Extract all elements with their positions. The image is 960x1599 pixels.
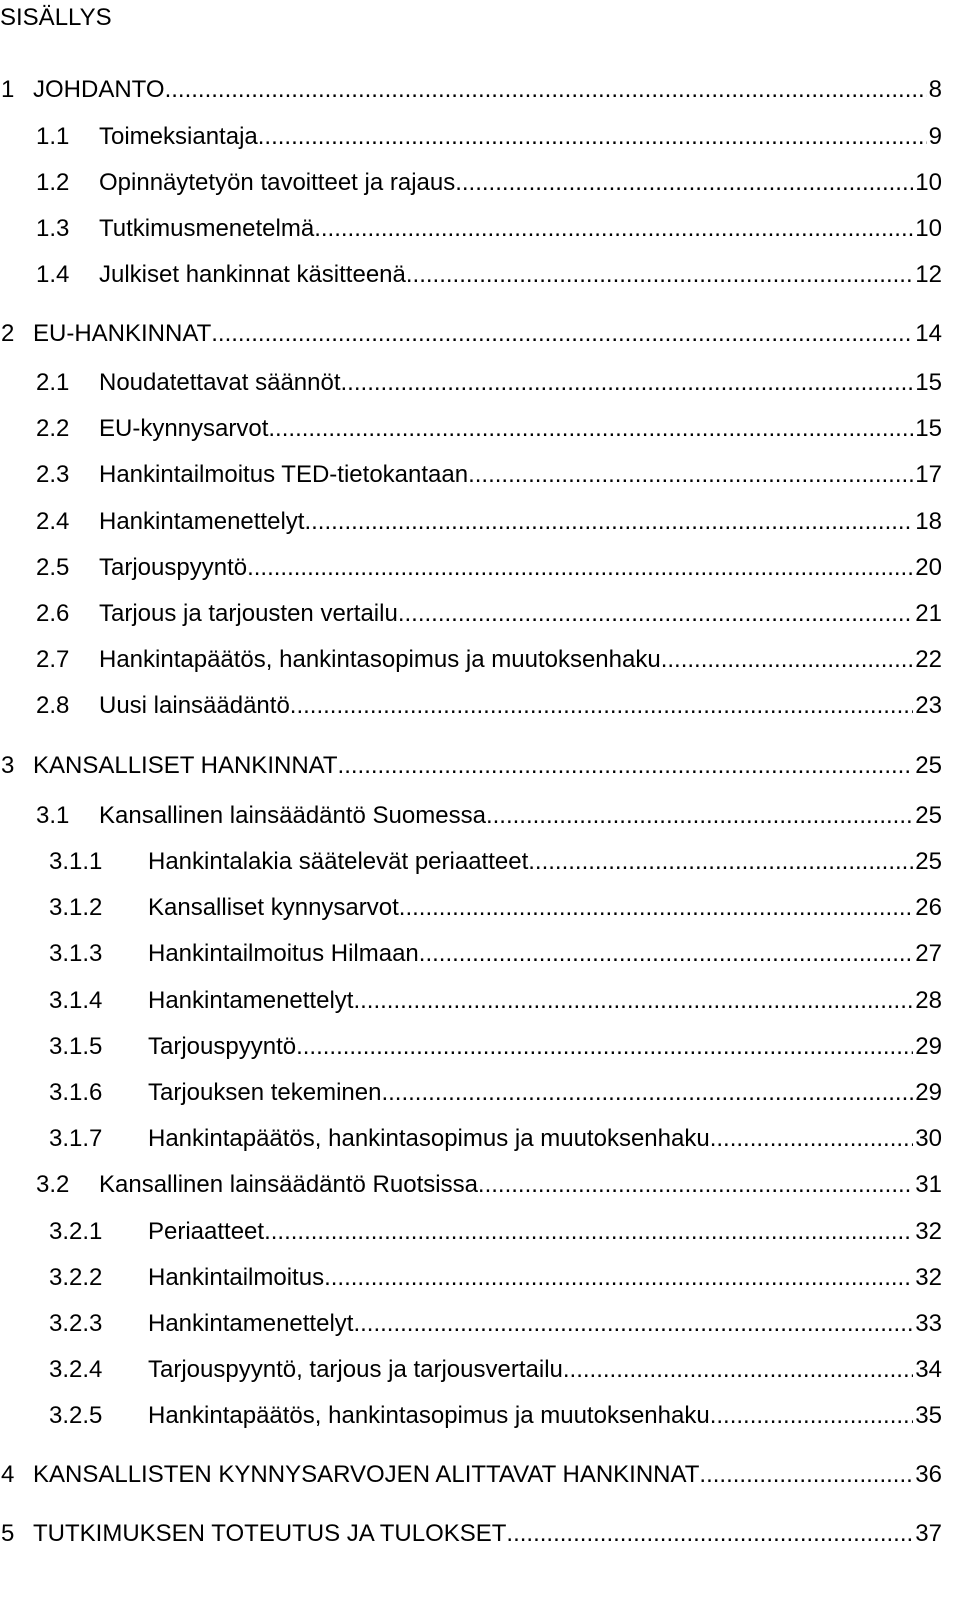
toc-entry-number: 3.2.5: [49, 1402, 103, 1429]
toc-entry-number: 2.8: [36, 692, 70, 719]
toc-entry-3-1-3[interactable]: [49, 938, 942, 970]
toc-dot-leader: [455, 167, 913, 199]
toc-entry-page-number: 30: [915, 1125, 942, 1152]
toc-entry-title: EU-HANKINNAT: [33, 320, 212, 347]
toc-dot-leader: [290, 690, 914, 722]
toc-entry-1[interactable]: [0, 74, 942, 106]
toc-entry-page-number: 12: [915, 261, 942, 288]
toc-dot-leader: [264, 1216, 913, 1248]
toc-entry-title: Tarjouspyyntö: [148, 1033, 297, 1060]
toc-entry-number: 2.7: [36, 646, 70, 673]
toc-entry-page-number: 22: [915, 646, 942, 673]
toc-entry-3-1-5[interactable]: [49, 1031, 942, 1063]
toc-dot-leader: [478, 1169, 913, 1201]
toc-entry-number: 1.3: [36, 215, 70, 242]
toc-entry-page-number: 25: [915, 802, 942, 829]
toc-entry-page-number: 20: [915, 554, 942, 581]
toc-entry-page-number: 33: [915, 1310, 942, 1337]
toc-entry-page-number: 27: [915, 940, 942, 967]
toc-entry-3-2-5[interactable]: [49, 1400, 942, 1432]
toc-entry-title: Hankintailmoitus Hilmaan: [148, 940, 419, 967]
toc-entry-title: Hankintalakia säätelevät periaatteet: [148, 848, 529, 875]
toc-entry-number: 3.1.6: [49, 1079, 103, 1106]
toc-entry-1-4[interactable]: [36, 259, 942, 291]
toc-dot-leader: [353, 985, 913, 1017]
toc-entry-title: Hankintailmoitus TED-tietokantaan: [99, 461, 469, 488]
toc-entry-title: EU-kynnysarvot: [99, 415, 269, 442]
toc-dot-leader: [468, 459, 913, 491]
toc-entry-page-number: 28: [915, 987, 942, 1014]
toc-entry-number: 1: [1, 76, 15, 103]
toc-dot-leader: [399, 892, 914, 924]
toc-entry-1-2[interactable]: [36, 167, 942, 199]
toc-entry-number: 2.2: [36, 415, 70, 442]
toc-entry-number: 2.5: [36, 554, 70, 581]
toc-entry-page-number: 15: [915, 369, 942, 396]
toc-entry-number: 3.1.5: [49, 1033, 103, 1060]
toc-entry-page-number: 34: [915, 1356, 942, 1383]
toc-entry-number: 3.2: [36, 1171, 70, 1198]
toc-dot-leader: [296, 1031, 913, 1063]
toc-entry-page-number: 25: [915, 752, 942, 779]
toc-dot-leader: [406, 259, 913, 291]
toc-entry-page-number: 14: [915, 320, 942, 347]
toc-entry-3-2[interactable]: [36, 1169, 942, 1201]
toc-entry-title: TUTKIMUKSEN TOTEUTUS JA TULOKSET: [33, 1520, 507, 1547]
toc-dot-leader: [341, 367, 914, 399]
toc-entry-page-number: 35: [915, 1402, 942, 1429]
toc-entry-2-7[interactable]: [36, 644, 942, 676]
toc-entry-page-number: 29: [915, 1079, 942, 1106]
toc-dot-leader: [165, 74, 927, 106]
toc-entry-title: Hankintapäätös, hankintasopimus ja muutoksenhaku: [148, 1402, 710, 1429]
toc-entry-3-1-7[interactable]: [49, 1123, 942, 1155]
toc-entry-number: 3.1.3: [49, 940, 103, 967]
toc-entry-number: 1.2: [36, 169, 70, 196]
toc-entry-number: 2: [1, 320, 15, 347]
toc-entry-number: 3.1.7: [49, 1125, 103, 1152]
toc-entry-2-3[interactable]: [36, 459, 942, 491]
toc-entry-2-6[interactable]: [36, 598, 942, 630]
toc-entry-2-5[interactable]: [36, 552, 942, 584]
toc-entry-title: Hankintapäätös, hankintasopimus ja muutoksenhaku: [148, 1125, 710, 1152]
toc-entry-page-number: 26: [915, 894, 942, 921]
toc-dot-leader: [381, 1077, 913, 1109]
toc-entry-number: 2.3: [36, 461, 70, 488]
toc-entry-title: Hankintapäätös, hankintasopimus ja muutoksenhaku: [99, 646, 661, 673]
toc-dot-leader: [506, 1518, 913, 1550]
toc-entry-page-number: 18: [915, 508, 942, 535]
toc-entry-number: 4: [1, 1461, 15, 1488]
toc-entry-number: 1.4: [36, 261, 70, 288]
toc-entry-number: 3.2.4: [49, 1356, 103, 1383]
toc-dot-leader: [710, 1123, 914, 1155]
toc-entry-title: Julkiset hankinnat käsitteenä: [99, 261, 406, 288]
toc-entry-3-2-4[interactable]: [49, 1354, 942, 1386]
toc-dot-leader: [268, 413, 913, 445]
toc-entry-title: Hankintamenettelyt: [99, 508, 305, 535]
toc-entry-number: 2.1: [36, 369, 70, 396]
toc-entry-title: Noudatettavat säännöt: [99, 369, 341, 396]
toc-dot-leader: [486, 800, 913, 832]
toc-dot-leader: [563, 1354, 913, 1386]
toc-entry-title: Kansalliset kynnysarvot: [148, 894, 399, 921]
toc-dot-leader: [247, 552, 913, 584]
toc-entry-page-number: 15: [915, 415, 942, 442]
toc-entry-page-number: 10: [915, 169, 942, 196]
toc-entry-number: 3.1.4: [49, 987, 103, 1014]
toc-entry-3-2-1[interactable]: [49, 1216, 942, 1248]
toc-entry-number: 3.1.1: [49, 848, 103, 875]
toc-entry-1-1[interactable]: [36, 121, 942, 153]
toc-entry-title: Kansallinen lainsäädäntö Ruotsissa: [99, 1171, 478, 1198]
toc-entry-title: Toimeksiantaja: [99, 123, 258, 150]
toc-entry-number: 2.4: [36, 508, 70, 535]
toc-entry-1-3[interactable]: [36, 213, 942, 245]
toc-entry-title: Opinnäytetyön tavoitteet ja rajaus: [99, 169, 456, 196]
toc-entry-page-number: 37: [915, 1520, 942, 1547]
toc-entry-number: 3.2.2: [49, 1264, 103, 1291]
toc-entry-3-1-6[interactable]: [49, 1077, 942, 1109]
toc-dot-leader: [314, 213, 913, 245]
toc-entry-page-number: 8: [928, 76, 942, 103]
toc-entry-3-2-3[interactable]: [49, 1308, 942, 1340]
toc-entry-page-number: 23: [915, 692, 942, 719]
toc-entry-number: 3.2.3: [49, 1310, 103, 1337]
toc-entry-page-number: 31: [915, 1171, 942, 1198]
toc-entry-2-1[interactable]: [36, 367, 942, 399]
toc-entry-3-1-1[interactable]: [49, 846, 942, 878]
toc-entry-number: 5: [1, 1520, 15, 1547]
toc-entry-number: 3: [1, 752, 15, 779]
toc-entry-5[interactable]: [0, 1518, 942, 1550]
toc-entry-number: 3.1: [36, 802, 70, 829]
toc-entry-2[interactable]: [0, 318, 942, 350]
toc-entry-2-2[interactable]: [36, 413, 942, 445]
toc-entry-number: 2.6: [36, 600, 70, 627]
toc-entry-page-number: 32: [915, 1218, 942, 1245]
toc-entry-2-8[interactable]: [36, 690, 942, 722]
toc-entry-title: KANSALLISTEN KYNNYSARVOJEN ALITTAVAT HANKINNAT: [33, 1461, 700, 1488]
toc-dot-leader: [699, 1459, 913, 1491]
toc-entry-3-1-2[interactable]: [49, 892, 942, 924]
toc-entry-number: 3.1.2: [49, 894, 103, 921]
toc-entry-page-number: 21: [915, 600, 942, 627]
toc-dot-leader: [258, 121, 927, 153]
toc-entry-page-number: 25: [915, 848, 942, 875]
toc-entry-page-number: 36: [915, 1461, 942, 1488]
toc-entry-title: Tarjouspyyntö, tarjous ja tarjousvertailu: [148, 1356, 563, 1383]
toc-entry-4[interactable]: [0, 1459, 942, 1491]
toc-entry-3-2-2[interactable]: [49, 1262, 942, 1294]
toc-entry-page-number: 17: [915, 461, 942, 488]
toc-entry-3-1[interactable]: [36, 800, 942, 832]
toc-entry-title: Periaatteet: [148, 1218, 265, 1245]
toc-dot-leader: [324, 1262, 913, 1294]
toc-entry-title: JOHDANTO: [33, 76, 165, 103]
toc-heading: SISÄLLYS: [0, 4, 112, 31]
toc-dot-leader: [398, 598, 913, 630]
toc-entry-title: Kansallinen lainsäädäntö Suomessa: [99, 802, 486, 829]
toc-dot-leader: [304, 506, 913, 538]
toc-entry-title: Tutkimusmenetelmä: [99, 215, 315, 242]
toc-entry-title: Hankintailmoitus: [148, 1264, 325, 1291]
toc-entry-title: Uusi lainsäädäntö: [99, 692, 290, 719]
toc-entry-3[interactable]: [0, 750, 942, 782]
toc-entry-3-1-4[interactable]: [49, 985, 942, 1017]
toc-entry-page-number: 10: [915, 215, 942, 242]
toc-entry-title: Tarjouksen tekeminen: [148, 1079, 382, 1106]
toc-entry-title: Tarjouspyyntö: [99, 554, 248, 581]
toc-entry-title: Tarjous ja tarjousten vertailu: [99, 600, 398, 627]
toc-entry-title: Hankintamenettelyt: [148, 987, 354, 1014]
toc-entry-page-number: 9: [928, 123, 942, 150]
toc-entry-page-number: 32: [915, 1264, 942, 1291]
toc-entry-2-4[interactable]: [36, 506, 942, 538]
toc-dot-leader: [353, 1308, 913, 1340]
toc-entry-title: Hankintamenettelyt: [148, 1310, 354, 1337]
toc-dot-leader: [661, 644, 914, 676]
toc-dot-leader: [528, 846, 913, 878]
toc-dot-leader: [710, 1400, 914, 1432]
toc-entry-number: 3.2.1: [49, 1218, 103, 1245]
toc-dot-leader: [338, 750, 914, 782]
toc-dot-leader: [419, 938, 914, 970]
toc-entry-page-number: 29: [915, 1033, 942, 1060]
toc-dot-leader: [211, 318, 913, 350]
toc-entry-title: KANSALLISET HANKINNAT: [33, 752, 338, 779]
toc-entry-number: 1.1: [36, 123, 70, 150]
